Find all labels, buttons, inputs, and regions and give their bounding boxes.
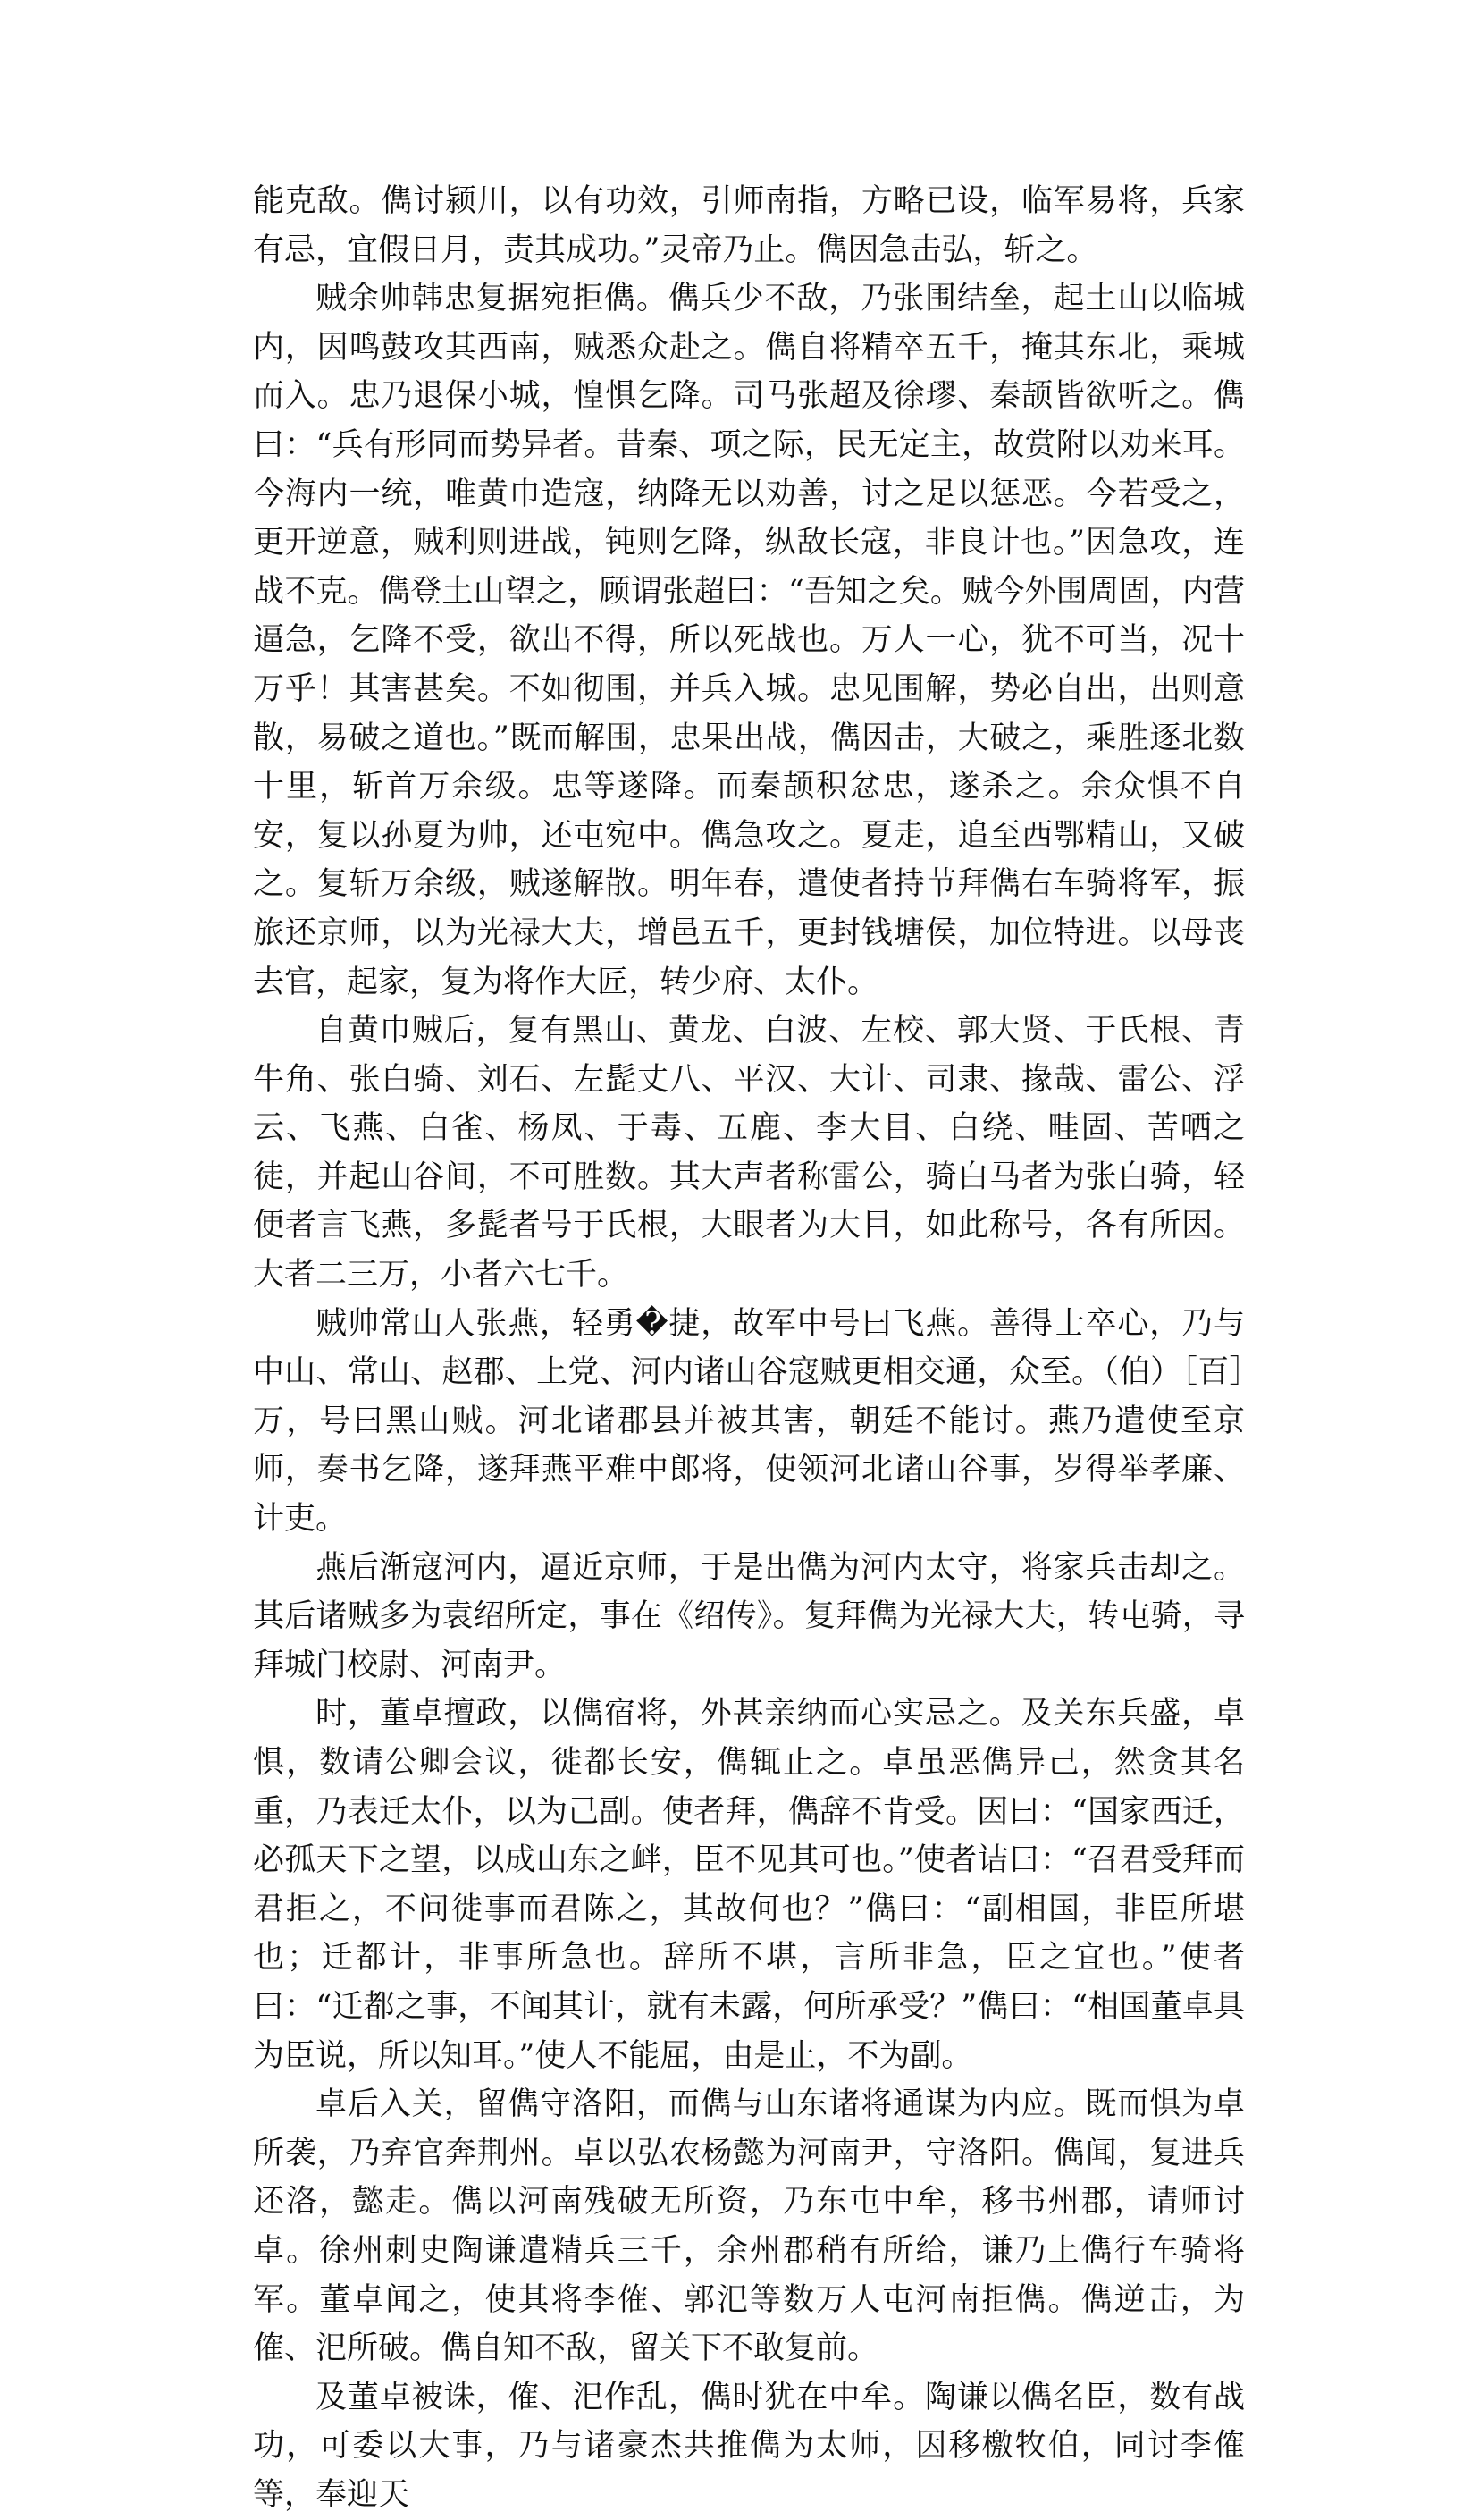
paragraph-8: 及董卓被诛，傕、汜作乱，儁时犹在中牟。陶谦以儁名臣，数有战功，可委以大事，乃与诸豪杰共推儁为太师，因移檄牧伯，同讨李傕等，奉迎天 [253, 2379, 1245, 2513]
paragraph-6: 时，董卓擅政，以儁宿将，外甚亲纳而心实忌之。及关东兵盛，卓惧，数请公卿会议，徙都长安，儁辄止之。卓虽恶儁异己，然贪其名重，乃表迁太仆，以为己副。使者拜，儁辞不肯受。因曰：“国家西迁，必孤天下之望，以成山东之衅，臣不见其可也。”使者诘曰：“召君受拜而君拒之，不问徙事而君陈之，其故何也？”儁曰：“副相国，非臣所堪也；迁都计，非事所急也。辞所不堪，言所非急，臣之宜也。”使者曰：“迁都之事，不闻其计，就有未露，何所承受？”儁曰：“相国董卓具为臣说，所以知耳。”使人不能屈，由是止，不为副。 [253, 1696, 1245, 2074]
paragraph-7: 卓后入关，留儁守洛阳，而儁与山东诸将通谋为内应。既而惧为卓所袭，乃弃官奔荆州。卓以弘农杨懿为河南尹，守洛阳。儁闻，复进兵还洛，懿走。儁以河南残破无所资，乃东屯中牟，移书州郡，请师讨卓。徐州刺史陶谦遣精兵三千，余州郡稍有所给，谦乃上儁行车骑将军。董卓闻之，使其将李傕、郭汜等数万人屯河南拒儁。儁逆击，为傕、汜所破。儁自知不敌，留关下不敢复前。 [253, 2086, 1245, 2367]
paragraph-2: 贼余帅韩忠复据宛拒儁。儁兵少不敌，乃张围结垒，起土山以临城内，因鸣鼓攻其西南，贼悉众赴之。儁自将精卒五千，掩其东北，乘城而入。忠乃退保小城，惶惧乞降。司马张超及徐璆、秦颉皆欲听之。儁曰：“兵有形同而势异者。昔秦、项之际，民无定主，故赏附以劝来耳。今海内一统，唯黄巾造寇，纳降无以劝善，讨之足以惩恶。今若受之，更开逆意，贼利则进战，钝则乞降，纵敌长寇，非良计也。”因急攻，连战不克。儁登土山望之，顾谓张超曰：“吾知之矣。贼今外围周固，内营逼急，乞降不受，欲出不得，所以死战也。万人一心，犹不可当，况十万乎！其害甚矣。不如彻围，并兵入城。忠见围解，势必自出，出则意散，易破之道也。”既而解围，忠果出战，儁因击，大破之，乘胜逐北数十里，斩首万余级。忠等遂降。而秦颉积忿忠，遂杀之。余众惧不自安，复以孙夏为帅，还屯宛中。儁急攻之。夏走，追至西鄂精山，又破之。复斩万余级，贼遂解散。明年春，遣使者持节拜儁右车骑将军，振旅还京师，以为光禄大夫，增邑五千，更封钱塘侯，加位特进。以母丧去官，起家，复为将作大匠，转少府、太仆。 [253, 281, 1245, 1000]
paragraph-4: 贼帅常山人张燕，轻勇�捷，故军中号曰飞燕。善得士卒心，乃与中山、常山、赵郡、上党、河内诸山谷寇贼更相交通，众至。（伯）［百］万，号曰黑山贼。河北诸郡县并被其害，朝廷不能讨。燕乃遣使至京师，奏书乞降，遂拜燕平难中郎将，使领河北诸山谷事，岁得举孝廉、计吏。 [253, 1305, 1245, 1538]
paragraph-1: 能克敌。儁讨颍川，以有功效，引师南指，方略已设，临军易将，兵家有忌，宜假日月，责其成功。”灵帝乃止。儁因急击弘，斩之。 [253, 183, 1245, 268]
paragraph-5: 燕后渐寇河内，逼近京师，于是出儁为河内太守，将家兵击却之。其后诸贼多为袁绍所定，事在《绍传》。复拜儁为光禄大夫，转屯骑，寻拜城门校尉、河南尹。 [253, 1549, 1245, 1683]
paragraph-3: 自黄巾贼后，复有黑山、黄龙、白波、左校、郭大贤、于氏根、青牛角、张白骑、刘石、左髭丈八、平汉、大计、司隶、掾哉、雷公、浮云、飞燕、白雀、杨凤、于毒、五鹿、李大目、白绕、畦固、苦哂之徒，并起山谷间，不可胜数。其大声者称雷公，骑白马者为张白骑，轻便者言飞燕，多髭者号于氏根，大眼者为大目，如此称号，各有所因。大者二三万，小者六七千。 [253, 1013, 1245, 1294]
document-body [253, 177, 1245, 2520]
